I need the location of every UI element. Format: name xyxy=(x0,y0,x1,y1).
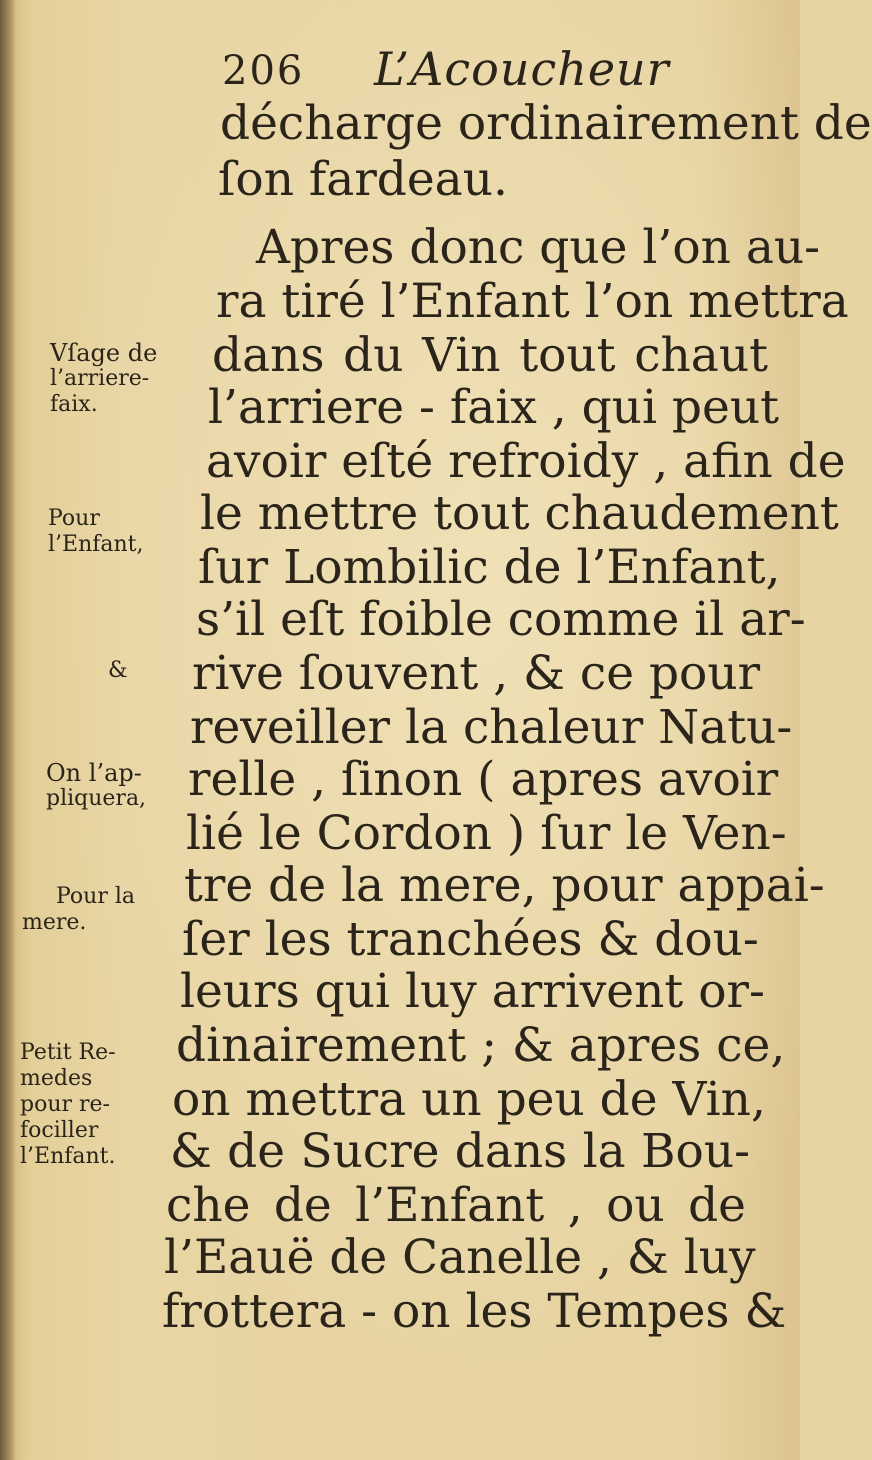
text-line: tre de la mere, pour appai- xyxy=(184,858,825,913)
margin-note-line: fociller xyxy=(20,1118,99,1143)
margin-note-line: pliquera, xyxy=(46,786,147,811)
text-line: che de l’Enfant , ou de xyxy=(166,1178,746,1233)
text-line: avoir eſté refroidy , afin de xyxy=(206,434,846,489)
text-line: décharge ordinairement de xyxy=(220,96,872,151)
margin-notes xyxy=(0,0,160,1460)
text-line: frottera - on les Tempes & xyxy=(162,1284,787,1339)
margin-note-line: pour re- xyxy=(20,1092,110,1117)
text-line: ſer les tranchées & dou- xyxy=(182,912,759,967)
text-line: & de Sucre dans la Bou- xyxy=(170,1124,750,1179)
margin-note xyxy=(22,884,135,936)
margin-note xyxy=(20,1040,116,1170)
text-line: reveiller la chaleur Natu- xyxy=(190,700,793,755)
margin-note-line: faix. xyxy=(50,392,98,417)
margin-note-line: Vſage de xyxy=(50,339,158,367)
text-line: Apres donc que l’on au- xyxy=(256,220,821,275)
margin-note-line: l’Enfant. xyxy=(20,1144,116,1169)
margin-note-line: l’Enfant, xyxy=(48,532,144,557)
text-line: leurs qui luy arrivent or- xyxy=(180,964,765,1019)
margin-note-line: mere. xyxy=(22,910,87,935)
text-line: relle , ſinon ( apres avoir xyxy=(188,752,779,807)
margin-note-line: medes xyxy=(20,1066,93,1091)
page-header xyxy=(222,42,742,102)
margin-note-line: l’arriere- xyxy=(50,366,150,391)
text-line: rive ſouvent , & ce pour xyxy=(192,646,761,701)
text-line: l’arriere - faix , qui peut xyxy=(208,380,779,435)
text-line: s’il eſt foible comme il ar- xyxy=(196,592,806,647)
margin-note xyxy=(50,340,200,418)
margin-note xyxy=(46,760,146,812)
text-line: ſur Lombilic de l’Enfant, xyxy=(198,540,781,595)
margin-note-line: Pour xyxy=(48,506,100,531)
margin-note-line: Petit Re- xyxy=(20,1040,116,1065)
text-line: ſon fardeau. xyxy=(218,152,508,207)
text-line: dinairement ; & apres ce, xyxy=(176,1018,786,1073)
margin-note-line: On l’ap- xyxy=(46,759,142,787)
text-line: dans du Vin tout chaut xyxy=(212,328,768,383)
text-line: lié le Cordon ) ſur le Ven- xyxy=(186,806,787,861)
margin-note-line: Pour la xyxy=(56,884,135,909)
margin-note-line: & xyxy=(108,658,128,683)
page-number: 206 xyxy=(222,48,305,94)
text-line: l’Eauë de Canelle , & luy xyxy=(164,1230,756,1285)
running-title: L’Acoucheur xyxy=(374,42,670,96)
text-line: ra tiré l’Enfant l’on mettra xyxy=(216,274,849,329)
text-line: le mettre tout chaudement xyxy=(200,486,839,541)
margin-note xyxy=(108,658,128,684)
text-line: on mettra un peu de Vin, xyxy=(172,1072,766,1127)
margin-note xyxy=(48,506,144,558)
